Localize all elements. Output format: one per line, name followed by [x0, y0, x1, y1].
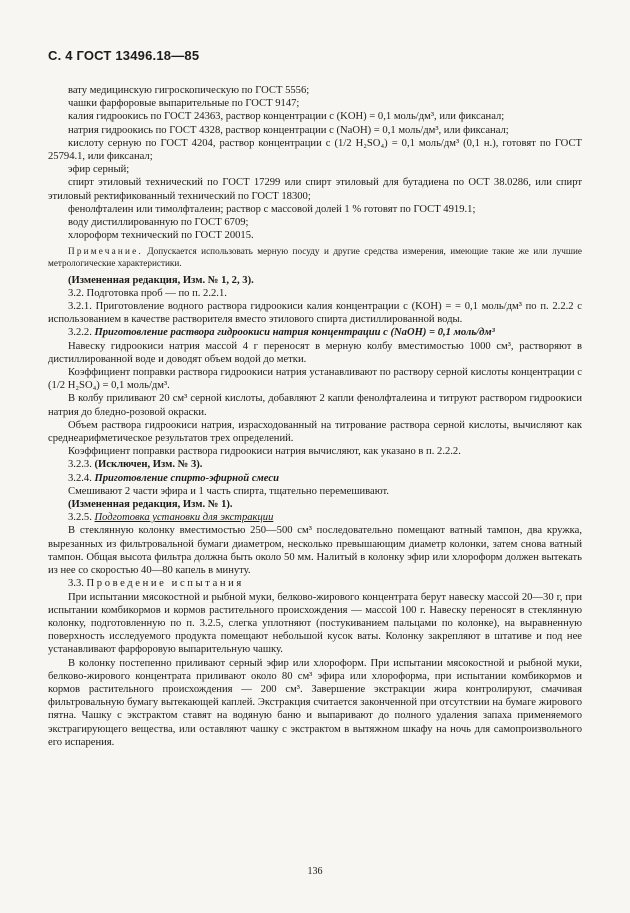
paragraph: В колбу приливают 20 см³ серной кислоты, добавляют 2 капли фенолфталеина и титруют раствором гидроокиси натрия до бледно-розовой окраски. [48, 393, 582, 418]
note-label: Примечание. [68, 246, 143, 257]
document-body [48, 84, 582, 749]
section-number: 3.2.5. [68, 512, 92, 524]
paragraph: Коэффициент поправки раствора гидроокиси натрия устанавливают по раствору серной кислоты концентрации c (1/2 H₂SO₄) = 0,1 моль/дм³. [48, 367, 582, 392]
section-3-2-1: 3.2.1. Приготовление водного раствора гидроокиси калия концентрации c (KOH) = = 0,1 моль/дм³ по п. 2.2.2 с использованием в качестве растворителя вместо этилового спирта дистиллированной воды. [48, 301, 582, 326]
section-3-2-4-heading [48, 472, 582, 485]
list-item: калия гидроокись по ГОСТ 24363, раствор концентрации c (KOH) = 0,1 моль/дм³, или фиксанал; [68, 111, 505, 123]
list-item: кислоту серную по ГОСТ 4204, раствор концентрации c (1/2 H₂SO₄) = 0,1 моль/дм³ (0,1 н.), готовят по ГОСТ 25794.1, или фиксанал; [48, 137, 582, 163]
page-number: 136 [307, 866, 323, 877]
paragraph: В колонку постепенно приливают серный эфир или хлороформ. При испытании мясокостной и рыбной муки, белково-жирового концентрата приливают около 80 см³ эфира или хлороформа, при испытании комбикормов и кормов растительного происхождения — 200 см³. Завершение экстракции жира контролируют, смачивая фильтровальную бумагу вытекающей каплей. Экстракция считается законченной при отсутствии на бумаге жирового пятна. Чашку с экстрактом ставят на водяную баню и выпаривают до полного удаления запаха применяемого экстрагирующего вещества, или оставляют чашку с экстрактом в вытяжном шкафу на ночь для самопроизвольного его испарения. [48, 657, 582, 748]
section-title: Проведение испытания [86, 578, 244, 590]
section-title: Приготовление спирто-эфирной смеси [94, 472, 279, 484]
paragraph: Коэффициент поправки раствора гидроокиси натрия вычисляют, как указано в п. 2.2.2. [68, 446, 461, 458]
list-item: натрия гидроокись по ГОСТ 4328, раствор концентрации c (NaOH) = 0,1 моль/дм³, или фиксанал; [68, 124, 509, 136]
list-item: эфир серный; [68, 164, 130, 176]
section-text: (Исключен, Изм. № 3). [94, 459, 203, 471]
paragraph: При испытании мясокостной и рыбной муки, белково-жирового концентрата берут навеску массой 20—30 г, при испытании комбикормов и кормов растительного происхождения — массой 100 г. Навеску переносят в стеклянную колонку, подготовленную по п. 3.2.5, слегка уплотняют (постукиванием пальцами по колонке), на выравненную поверхность исследуемого продукта помещают небольшой кусок ваты. Колонку закрепляют в штативе и под нее устанавливают фарфоровую выпарительную чашку. [48, 591, 582, 656]
section-3-3-heading [48, 577, 582, 590]
list-item: воду дистиллированную по ГОСТ 6709; [68, 217, 249, 229]
list-item: фенолфталеин или тимолфталеин; раствор с массовой долей 1 % готовят по ГОСТ 4919.1; [68, 203, 476, 215]
section-number: 3.2.2. [68, 327, 92, 339]
section-number: 3.2.4. [68, 472, 92, 484]
paragraph: Навеску гидроокиси натрия массой 4 г переносят в мерную колбу вместимостью 1000 см³, растворяют в дистиллированной воде и доводят объем водой до метки. [48, 340, 582, 365]
list-item: чашки фарфоровые выпарительные по ГОСТ 9147; [68, 98, 300, 110]
section-number: 3.2.3. [68, 459, 92, 471]
page-header: С. 4 ГОСТ 13496.18—85 [48, 48, 200, 63]
section-3-2-5-heading [48, 511, 582, 524]
section-3-2-2-heading [48, 326, 582, 339]
section-number: 3.3. [68, 578, 84, 590]
edit-note: (Измененная редакция, Изм. № 1, 2, 3). [68, 274, 254, 286]
paragraph: В стеклянную колонку вместимостью 250—500 см³ последовательно помещают ватный тампон, два кружка, вырезанных из фильтровальной бумаги диаметром, несколько превышающим диаметр колонки, затем снова ватный тампон. Общая высота фильтра должна быть около 50 мм. Налитый в колонку эфир или хлороформ должен вытекать из нее со скоростью 40—80 капель в минуту. [48, 525, 582, 577]
section-3-2-3 [48, 458, 582, 471]
section-title: Подготовка установки для экстракции [94, 512, 274, 524]
section-3-2: 3.2. Подготовка проб — по п. 2.2.1. [68, 287, 227, 299]
note-text: Допускается использовать мерную посуду и другие средства измерения, имеющие такие же или лучшие метрологические характеристики. [48, 246, 582, 269]
list-item: вату медицинскую гигроскопическую по ГОСТ 5556; [68, 85, 310, 96]
note-paragraph [48, 246, 582, 269]
list-item: спирт этиловый технический по ГОСТ 17299 или спирт этиловый для бутадиена по ОСТ 38.0286, или спирт этиловый ректификованный технический по ГОСТ 18300; [48, 177, 582, 202]
edit-note: (Измененная редакция, Изм. № 1). [68, 499, 233, 511]
paragraph: Объем раствора гидроокиси натрия, израсходованный на титрование раствора серной кислоты, вычисляют как среднеарифметическое результатов трех определений. [48, 419, 582, 445]
paragraph: Смешивают 2 части эфира и 1 часть спирта, тщательно перемешивают. [68, 485, 389, 497]
section-title: Приготовление раствора гидроокиси натрия концентрации c (NaOH) = 0,1 моль/дм³ [94, 327, 495, 339]
list-item: хлороформ технический по ГОСТ 20015. [68, 230, 254, 242]
